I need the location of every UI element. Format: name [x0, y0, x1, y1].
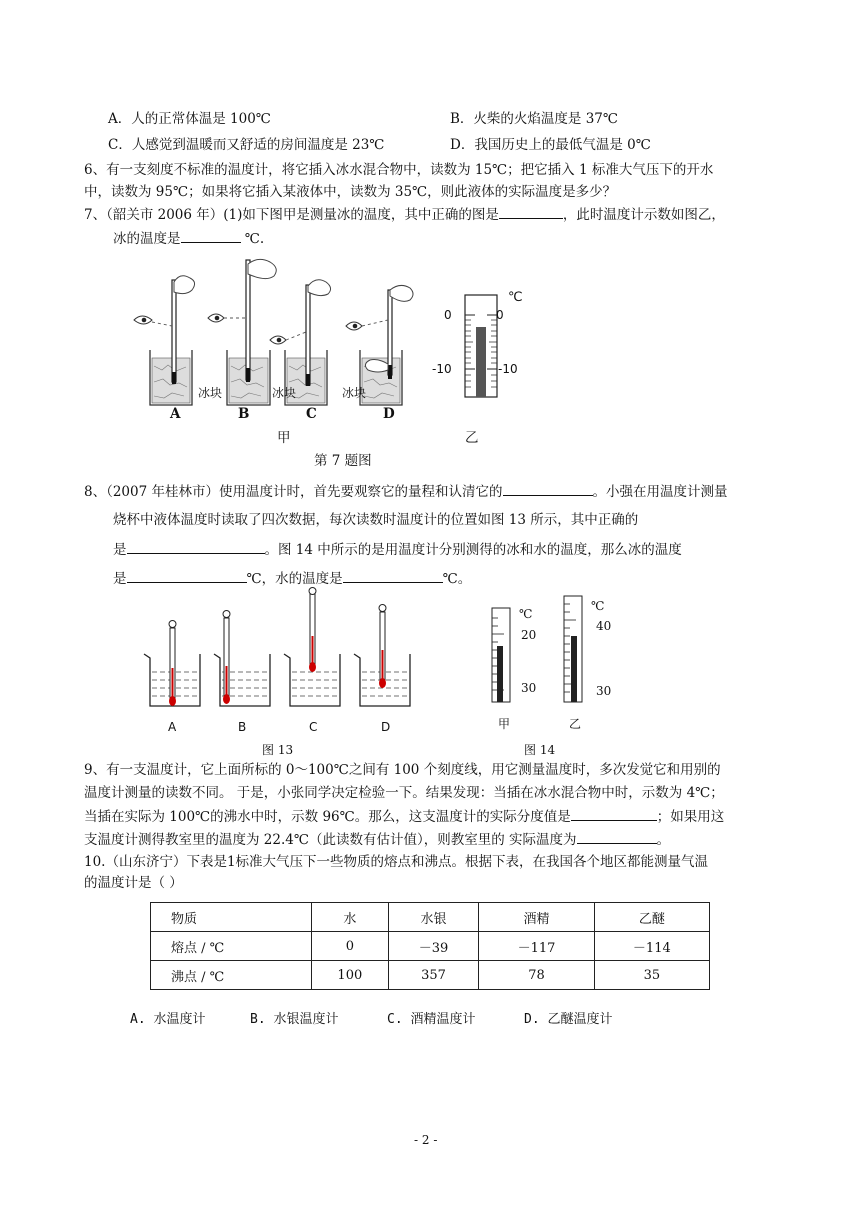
fig14-jia-tick-30: 30 — [521, 681, 537, 695]
q10-line-2: 的温度计是（ ） — [84, 875, 183, 891]
table-cell: 78 — [479, 961, 594, 990]
table-cell: －114 — [594, 932, 709, 961]
fig14-caption: 图 14 — [524, 743, 556, 757]
fig14-yi-tick-40: 40 — [596, 619, 612, 633]
fig14-jia-unit: ℃ — [519, 607, 533, 621]
q7-scale-unit: ℃ — [508, 290, 523, 305]
fig13-label-a: A — [168, 720, 177, 734]
q7-fig-label-b: B — [238, 406, 250, 422]
q6-line-1: 6、有一支刻度不标准的温度计，将它插入冰水混合物中，读数为 15℃；把它插入 1 标准大气压下的开水 — [84, 162, 714, 178]
q8-text-3b: 。图 14 中所示的是用温度计分别测得的冰和水的温度，那么冰的温度 — [264, 542, 682, 558]
q7-scale-zero-right: 0 — [496, 308, 504, 322]
fig13-label-c: C — [309, 720, 318, 734]
q7-fig-label-c: C — [306, 406, 317, 422]
q5-option-b: B．火柴的火焰温度是 37℃ — [450, 111, 618, 127]
q7-text-2b: ℃. — [244, 231, 265, 247]
q8-text-1a: 8、（2007 年桂林市）使用温度计时，首先要观察它的量程和认清它的 — [84, 484, 503, 500]
fig14-yi-unit: ℃ — [591, 599, 605, 613]
q7-text-1a: 7、（韶关市 2006 年）(1)如下图甲是测量冰的温度，其中正确的图是 — [84, 207, 499, 223]
q8-text-1b: 。小强在用温度计测量 — [592, 484, 728, 500]
q5-option-d: D．我国历史上的最低气温是 0℃ — [450, 137, 651, 153]
q8-line-3 — [113, 539, 682, 560]
table-row — [151, 932, 710, 961]
q8-blank-division[interactable] — [503, 481, 593, 496]
q8-line-4 — [113, 568, 471, 589]
q8-text-4b: ℃，水的温度是 — [246, 571, 343, 587]
q9-text-3a: 当插在实际为 100℃的沸水中时，示数 96℃。那么，这支温度计的实际分度值是 — [84, 809, 571, 825]
table-cell: 0 — [312, 932, 389, 961]
q7-ice-label-b: 冰块 — [272, 386, 297, 400]
q8-blank-water-temp[interactable] — [343, 568, 443, 583]
q7-caption: 第 7 题图 — [314, 453, 372, 469]
q9-line-1: 9、有一支温度计，它上面所标的 0～100℃之间有 100 个刻度线，用它测量温度时，多次发觉它和用别的 — [84, 762, 721, 778]
q7-line-2 — [113, 228, 264, 249]
q10-option-c: C. 酒精温度计 — [387, 1012, 476, 1027]
q7-text-1b: ，此时温度计示数如图乙， — [562, 207, 725, 223]
table-row — [151, 961, 710, 990]
q5-option-c: C．人感觉到温暖而又舒适的房间温度是 23℃ — [108, 137, 385, 153]
q9-blank-division-value[interactable] — [571, 806, 657, 821]
table-header-cell: 乙醚 — [594, 903, 709, 932]
q9-text-4b: 。 — [656, 832, 670, 848]
q7-fig-label-d: D — [383, 406, 395, 422]
q7-ice-label-a: 冰块 — [198, 386, 223, 400]
table-cell: －117 — [479, 932, 594, 961]
table-cell: 熔点 / ℃ — [151, 932, 312, 961]
table-cell: 35 — [594, 961, 709, 990]
table-header-cell: 物质 — [151, 903, 312, 932]
q10-line-1: 10.（山东济宁）下表是1标准大气压下一些物质的熔点和沸点。根据下表，在我国各个地区都能测量气温 — [84, 854, 709, 870]
q8-line-2: 烧杯中液体温度时读取了四次数据，每次读数时温度计的位置如图 13 所示，其中正确的 — [113, 512, 639, 528]
q7-ice-label-c: 冰块 — [342, 386, 367, 400]
q7-label-jia: 甲 — [277, 430, 291, 446]
fig13-caption: 图 13 — [262, 743, 294, 757]
fig14-jia-tick-20: 20 — [521, 628, 537, 642]
q10-option-d: D. 乙醚温度计 — [524, 1012, 613, 1027]
fig13-label-d: D — [381, 720, 391, 734]
q10-properties-table — [150, 902, 710, 990]
q7-text-2a: 冰的温度是 — [113, 231, 181, 247]
q7-label-yi: 乙 — [465, 430, 479, 446]
fig14-label-yi: 乙 — [569, 717, 582, 731]
table-header-row — [151, 903, 710, 932]
fig14-label-jia: 甲 — [498, 717, 511, 731]
q8-blank-correct-figure[interactable] — [127, 539, 265, 554]
q8-line-1 — [84, 481, 728, 502]
q9-line-2: 温度计测量的读数不同。 于是，小张同学决定检验一下。结果发现：当插在冰水混合物中时，示数为 4℃； — [84, 785, 724, 801]
table-header-cell: 酒精 — [479, 903, 594, 932]
q7-scale-minus10-right: -10 — [498, 362, 518, 376]
q7-scale-minus10-left: -10 — [432, 362, 452, 376]
table-cell: 100 — [312, 961, 389, 990]
fig13-drawing — [140, 588, 420, 713]
fig14-yi-tick-30: 30 — [596, 684, 612, 698]
q8-text-4a: 是 — [113, 571, 127, 587]
q9-line-4 — [84, 829, 670, 850]
q6-line-2: 中，读数为 95℃；如果将它插入某液体中，读数为 35℃，则此液体的实际温度是多少？ — [84, 184, 617, 200]
q8-text-3a: 是 — [113, 542, 127, 558]
q10-option-b: B. 水银温度计 — [250, 1012, 339, 1027]
table-header-cell: 水银 — [388, 903, 479, 932]
q8-blank-ice-temp[interactable] — [127, 568, 247, 583]
table-header-cell: 水 — [312, 903, 389, 932]
table-cell: －39 — [388, 932, 479, 961]
q8-text-4c: ℃。 — [442, 571, 472, 587]
page-number: - 2 - — [414, 1133, 438, 1147]
table-cell: 357 — [388, 961, 479, 990]
q7-blank-correct-figure[interactable] — [499, 204, 563, 219]
q7-fig-label-a: A — [170, 406, 181, 422]
q7-line-1 — [84, 204, 725, 225]
q9-text-3b: ；如果用这 — [656, 809, 725, 825]
q10-option-a: A. 水温度计 — [130, 1012, 206, 1027]
fig13-label-b: B — [238, 720, 247, 734]
q9-blank-actual-temp[interactable] — [577, 829, 657, 844]
q5-option-a: A．人的正常体温是 100℃ — [108, 111, 271, 127]
table-cell: 沸点 / ℃ — [151, 961, 312, 990]
q9-line-3 — [84, 806, 724, 827]
q9-text-4a: 支温度计测得教室里的温度为 22.4℃（此读数有估计值），则教室里的 实际温度为 — [84, 832, 577, 848]
q7-scale-zero-left: 0 — [444, 308, 452, 322]
q7-blank-ice-temperature[interactable] — [181, 228, 241, 243]
